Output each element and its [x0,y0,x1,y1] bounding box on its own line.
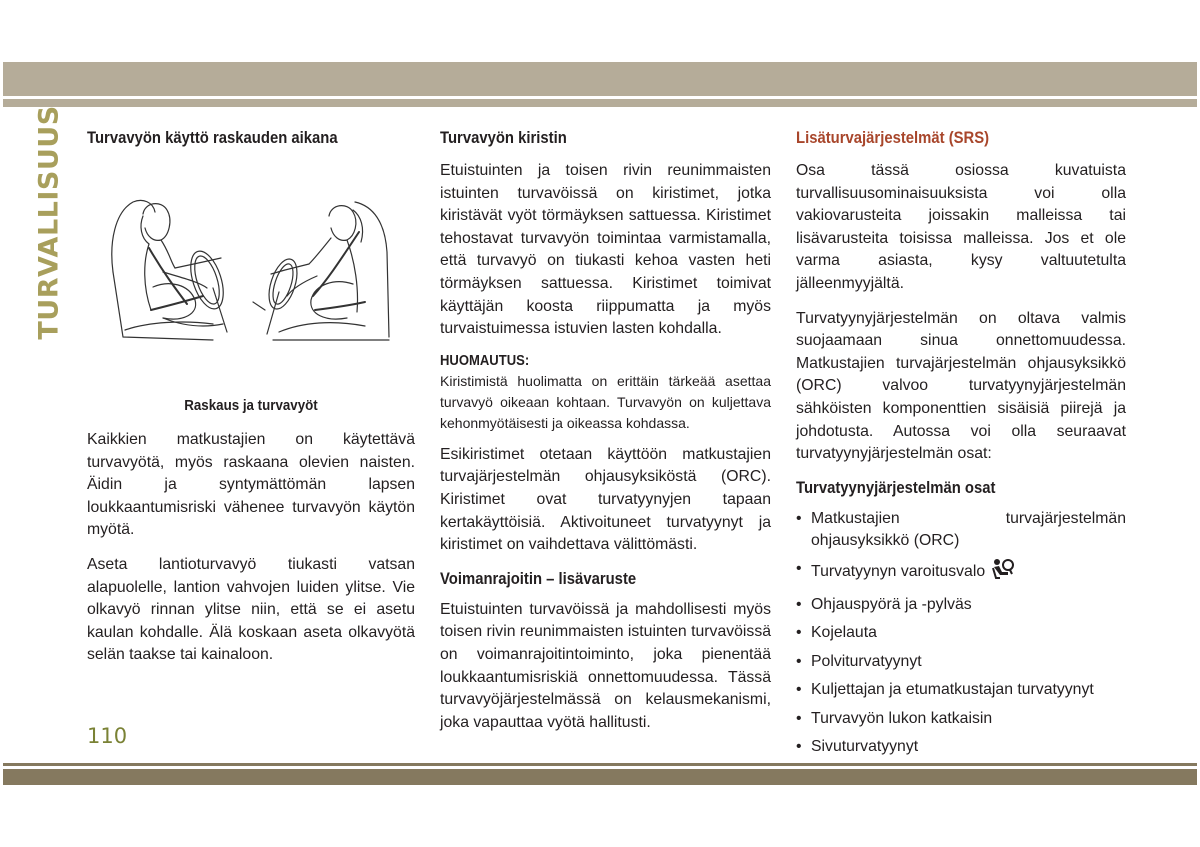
section-tab [33,104,65,340]
pretensioner-heading: Turvavyön kiristin [440,129,567,147]
page-number: 110 [87,724,128,748]
column-1 [87,125,415,667]
note-title: HUOMAUTUS: [440,352,530,369]
list-item: • Turvavyön lukon katkaisin [796,708,1126,730]
load-limiter-paragraph: Etuistuinten turvavöissä ja mahdollisesti myös toisen rivin reunimmaisten istuinten turvavöissä on voimanrajoitintoiminto, joka pienentää loukkaantumisriskiä onnettomuudessa. Tässä turvavyöjärjestelmässä on kelausmekanismi, joka vapauttaa vyötä hallitusti. [440,600,772,731]
seatbelt-pregnancy-illustration [103,192,403,342]
list-item: • Matkustajien turvajärjestelmän ohjausyksikkö (ORC) [796,508,1126,552]
header-rule [3,99,1197,107]
pregnancy-figure [87,192,415,352]
list-item: • Turvatyynyn varoitusvalo [796,558,1126,587]
header-band [3,62,1197,96]
list-item: • Kuljettajan ja etumatkustajan turvatyynyt [796,679,1126,701]
section-tab-label: TURVALLISUUS [33,104,65,340]
srs-paragraph-2: Turvatyynyjärjestelmän on oltava valmis suojaamaan sinua onnettomuudessa. Matkustajien turvajärjestelmän ohjausyksikkö (ORC) valvoo turvatyynyjärjestelmän sähköisten komponenttien sisäisiä piirejä ja johdotusta. Autossa voi olla seuraavat turvatyynyjärjestelmän osat: [796,309,1126,463]
airbag-components-list [796,508,1126,759]
footer-band [3,769,1197,785]
column-2 [440,125,771,734]
airbag-warning-icon [991,558,1015,587]
figure-caption: Raskaus ja turvavyöt [184,398,318,414]
note-text: Kiristimistä huolimatta on erittäin tärkeää asettaa turvavyö oikeaan kohtaan. Turvavyön on kuljettava kehonmyötäisesti ja oikeassa kohdassa. [440,372,771,431]
load-limiter-heading: Voimanrajoitin – lisävaruste [440,569,637,588]
pretensioner-paragraph: Etuistuinten ja toisen rivin reunimmaisten istuinten turvavöissä on kiristimet, jotka kiristävät vyöt törmäyksen sattuessa. Kiristimet tehostavat turvavyön toimintaa varmistamalla, että turvavyö on tiukasti kehoa vasten heti törmäyksen sattuessa. Kiristimet toimivat käyttäjän koosta riippumatta ja myös turvaistuimessa istuvien lasten kohdalla. [440,162,771,338]
pregnancy-paragraph-2: Aseta lantioturvavyö tiukasti vatsan alapuolelle, lantion vahvojen luiden ylitse. Vie olkavyö rinnan ylitse niin, että se ei asetu kaulan kohdalle. Älä koskaan aseta olkavyötä selän taakse tai kainaloon. [87,555,415,664]
srs-paragraph-1: Osa tässä osiossa kuvatuista turvallisuusominaisuuksista voi olla vakiovarusteita joissakin malleissa tai lisävarusteita toisissa malleissa. Jos et ole varma asiasta, kysy valtuutetulta jälleenmyyjältä. [796,162,1126,292]
column-3 [796,125,1126,765]
list-item: • Sivuturvatyynyt [796,736,1126,758]
airbag-components-heading: Turvatyynyjärjestelmän osat [796,478,996,497]
pretensioner-orc-paragraph: Esikiristimet otetaan käyttöön matkustajien turvajärjestelmän ohjausyksiköstä (ORC). Kiristimet ovat turvatyynyjen tapaan kertakäyttöisiä. Aktivoituneet turvatyynyt ja kiristimet on vaihdettava välittömästi. [440,445,771,554]
list-item: • Polviturvatyynyt [796,651,1126,673]
srs-heading: Lisäturvajärjestelmät (SRS) [796,129,990,147]
footer-rule [3,763,1197,766]
pregnancy-paragraph-1: Kaikkien matkustajien on käytettävä turvavyötä, myös raskaana olevien naisten. Äidin ja syntymättömän lapsen loukkaantumisriski vähenee turvavyön käytön myötä. [87,431,415,539]
pregnancy-heading: Turvavyön käyttö raskauden aikana [87,129,338,147]
list-item: • Kojelauta [796,622,1126,644]
list-item: • Ohjauspyörä ja -pylväs [796,594,1126,616]
